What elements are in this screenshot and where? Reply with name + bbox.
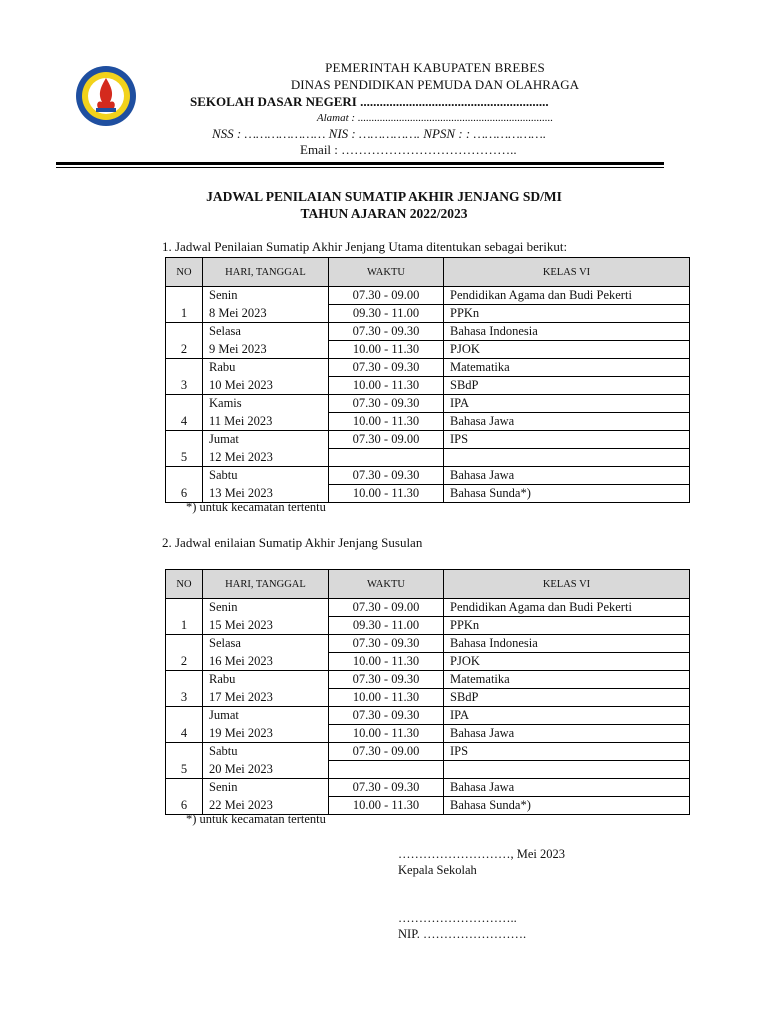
row-number: 5 [166,761,203,779]
row-date: 11 Mei 2023 [203,413,329,431]
table-row [166,635,690,653]
row-day: Jumat [203,707,329,725]
row-date: 8 Mei 2023 [203,305,329,323]
table-row [166,671,690,689]
header-address: Alamat : ....................................................................... [316,112,554,124]
table-row [166,653,690,671]
row-number-top [166,779,203,797]
row-time-second: 09.30 - 11.00 [329,617,444,635]
row-number: 4 [166,413,203,431]
signature-role: Kepala Sekolah [398,863,477,877]
table-row [166,779,690,797]
row-subject-second [444,761,690,779]
doc-title: JADWAL PENILAIAN SUMATIP AKHIR JENJANG SD/MI [206,189,562,204]
row-day: Senin [203,779,329,797]
row-number-top [166,707,203,725]
column-header-time: WAKTU [329,258,444,287]
row-date: 20 Mei 2023 [203,761,329,779]
row-subject-second: PJOK [444,341,690,359]
doc-subtitle: TAHUN AJARAN 2022/2023 [300,206,468,221]
section2-heading: 2. Jadwal enilaian Sumatip Akhir Jenjang Susulan [162,535,423,550]
row-date: 13 Mei 2023 [203,485,329,503]
row-time-second: 09.30 - 11.00 [329,305,444,323]
row-number: 2 [166,341,203,359]
table-row [166,599,690,617]
signature-name: ……………………….. [398,911,517,925]
row-subject-first: Matematika [444,671,690,689]
row-date: 19 Mei 2023 [203,725,329,743]
table-row [166,341,690,359]
row-subject-first: Pendidikan Agama dan Budi Pekerti [444,287,690,305]
row-subject-second: Bahasa Jawa [444,725,690,743]
row-time-first: 07.30 - 09.30 [329,323,444,341]
table-row [166,377,690,395]
row-time-second: 10.00 - 11.30 [329,725,444,743]
table-row [166,725,690,743]
row-subject-second: SBdP [444,689,690,707]
header-government: PEMERINTAH KABUPATEN BREBES [325,60,545,75]
row-number: 3 [166,689,203,707]
table-row [166,413,690,431]
row-subject-first: IPS [444,743,690,761]
row-number-top [166,599,203,617]
row-time-second [329,761,444,779]
row-time-second [329,449,444,467]
school-logo-icon [74,64,138,128]
row-subject-first: IPS [444,431,690,449]
table-row [166,323,690,341]
row-day: Sabtu [203,467,329,485]
header-department: DINAS PENDIDIKAN PEMUDA DAN OLAHRAGA [290,77,580,92]
row-day: Selasa [203,323,329,341]
table-row [166,761,690,779]
row-time-second: 10.00 - 11.30 [329,485,444,503]
row-time-second: 10.00 - 11.30 [329,413,444,431]
table-row [166,743,690,761]
row-time-second: 10.00 - 11.30 [329,689,444,707]
row-date: 10 Mei 2023 [203,377,329,395]
table-row [166,707,690,725]
row-number: 4 [166,725,203,743]
row-number-top [166,395,203,413]
column-header-no: NO [166,258,203,287]
row-time-first: 07.30 - 09.00 [329,599,444,617]
row-number: 6 [166,485,203,503]
row-day: Senin [203,599,329,617]
row-time-first: 07.30 - 09.00 [329,287,444,305]
schedule-table-main [165,257,690,503]
row-time-first: 07.30 - 09.00 [329,743,444,761]
header-rule-thick [56,162,664,165]
row-subject-first: IPA [444,395,690,413]
row-time-first: 07.30 - 09.30 [329,779,444,797]
row-number: 1 [166,305,203,323]
table-row [166,395,690,413]
row-time-second: 10.00 - 11.30 [329,341,444,359]
table-row [166,431,690,449]
row-number-top [166,743,203,761]
row-time-first: 07.30 - 09.30 [329,707,444,725]
row-time-second: 10.00 - 11.30 [329,797,444,815]
row-time-first: 07.30 - 09.30 [329,395,444,413]
row-number: 2 [166,653,203,671]
table-row [166,287,690,305]
table-row [166,359,690,377]
header-school: SEKOLAH DASAR NEGERI .......................................................... [190,94,549,109]
row-number: 5 [166,449,203,467]
row-subject-second: Bahasa Jawa [444,413,690,431]
signature-nip: NIP. ……………………. [398,927,527,941]
row-day: Senin [203,287,329,305]
column-header-subject: KELAS VI [444,258,690,287]
row-day: Selasa [203,635,329,653]
row-date: 16 Mei 2023 [203,653,329,671]
row-day: Rabu [203,671,329,689]
column-header-subject: KELAS VI [444,570,690,599]
signature-place-date: ………………………, Mei 2023 [398,847,566,861]
row-day: Kamis [203,395,329,413]
section2-note: *) untuk kecamatan tertentu [186,812,326,826]
row-time-second: 10.00 - 11.30 [329,377,444,395]
row-date: 22 Mei 2023 [203,797,329,815]
row-subject-second: SBdP [444,377,690,395]
row-day: Jumat [203,431,329,449]
row-number: 6 [166,797,203,815]
schedule-table-makeup [165,569,690,815]
row-date: 9 Mei 2023 [203,341,329,359]
row-subject-second [444,449,690,467]
row-day: Rabu [203,359,329,377]
column-header-day: HARI, TANGGAL [203,570,329,599]
row-date: 15 Mei 2023 [203,617,329,635]
header-email: Email : ………………………………….. [300,142,517,157]
table-row [166,305,690,323]
header-ids: NSS : ………………… NIS : ……………. NPSN : : ………………. [212,126,547,141]
row-number: 1 [166,617,203,635]
row-subject-first: Bahasa Indonesia [444,323,690,341]
table-row [166,617,690,635]
table-row [166,689,690,707]
row-subject-second: PJOK [444,653,690,671]
row-number-top [166,671,203,689]
row-number: 3 [166,377,203,395]
row-number-top [166,323,203,341]
row-time-first: 07.30 - 09.30 [329,467,444,485]
row-number-top [166,467,203,485]
row-number-top [166,431,203,449]
row-subject-first: IPA [444,707,690,725]
row-subject-second: Bahasa Sunda*) [444,797,690,815]
header-rule-thin [56,167,664,168]
row-number-top [166,287,203,305]
row-subject-first: Pendidikan Agama dan Budi Pekerti [444,599,690,617]
row-time-first: 07.30 - 09.30 [329,359,444,377]
table-row [166,467,690,485]
section1-heading: 1. Jadwal Penilaian Sumatip Akhir Jenjang Utama ditentukan sebagai berikut: [162,239,568,254]
column-header-no: NO [166,570,203,599]
column-header-day: HARI, TANGGAL [203,258,329,287]
row-day: Sabtu [203,743,329,761]
row-time-first: 07.30 - 09.30 [329,635,444,653]
row-subject-second: PPKn [444,617,690,635]
row-subject-second: Bahasa Sunda*) [444,485,690,503]
column-header-time: WAKTU [329,570,444,599]
row-date: 17 Mei 2023 [203,689,329,707]
row-number-top [166,359,203,377]
table-row [166,449,690,467]
section1-note: *) untuk kecamatan tertentu [186,500,326,514]
row-subject-first: Bahasa Indonesia [444,635,690,653]
row-time-second: 10.00 - 11.30 [329,653,444,671]
row-date: 12 Mei 2023 [203,449,329,467]
row-subject-second: PPKn [444,305,690,323]
row-subject-first: Matematika [444,359,690,377]
row-number-top [166,635,203,653]
row-time-first: 07.30 - 09.30 [329,671,444,689]
row-subject-first: Bahasa Jawa [444,779,690,797]
row-subject-first: Bahasa Jawa [444,467,690,485]
row-time-first: 07.30 - 09.00 [329,431,444,449]
